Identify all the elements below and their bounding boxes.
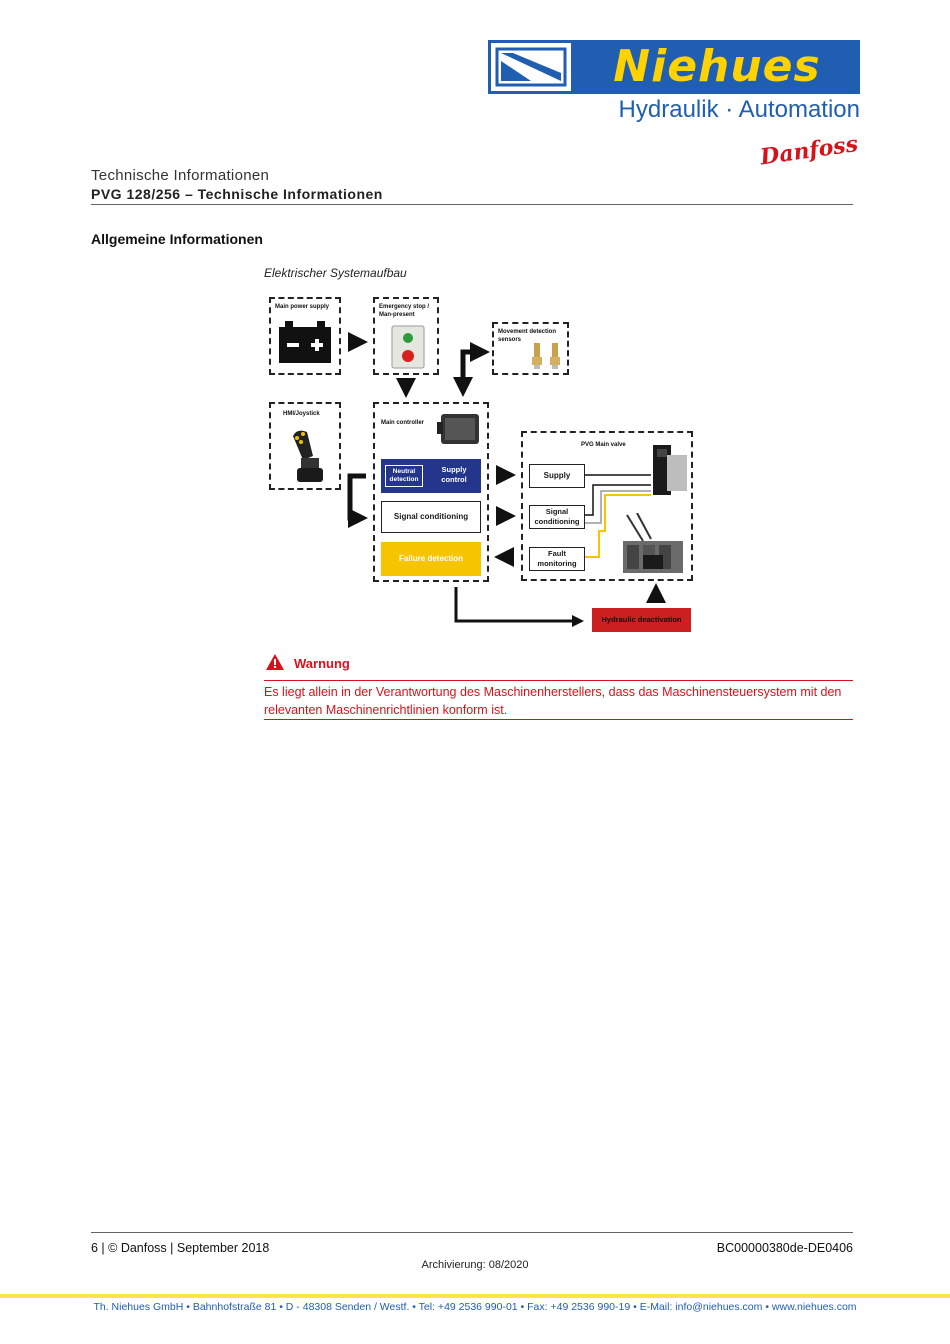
- footer-archive: Archivierung: 08/2020: [421, 1259, 529, 1271]
- fault-monitoring-block: Fault monitoring: [529, 547, 585, 571]
- niehues-emblem-icon: [491, 43, 571, 91]
- emergency-stop-label: Emergency stop / Man-present: [379, 304, 430, 318]
- section-title: Allgemeine Informationen: [91, 231, 263, 247]
- figure-caption: Elektrischer Systemaufbau: [264, 266, 407, 280]
- diagram-arrows: [260, 290, 700, 640]
- warning-top-line: [264, 680, 853, 681]
- logo-tagline: Hydraulik · Automation: [618, 96, 860, 123]
- logo-brand-name: Niehues: [613, 41, 821, 92]
- warning-text: Es liegt allein in der Verantwortung des Maschinenherstellers, dass das Maschinensteuersystem mit den relevanten Maschinenrichtlinien konform ist.: [264, 685, 842, 717]
- footer-yellow-bar: [0, 1294, 950, 1298]
- neutral-detection-block: Neutral detection: [385, 465, 423, 487]
- main-controller-label: Main controller: [381, 420, 425, 426]
- pvg-main-valve-label: PVG Main valve: [581, 442, 626, 448]
- footer-divider: [91, 1232, 853, 1233]
- doc-header-title: Technische Informationen: [91, 167, 270, 184]
- warning-title: Warnung: [294, 656, 350, 671]
- valve-signal-conditioning-block: Signal conditioning: [529, 505, 585, 529]
- joystick-label: HMI/Joystick: [283, 411, 320, 417]
- doc-header-subtitle: PVG 128/256 – Technische Informationen: [91, 186, 383, 202]
- warning-bottom-line: [264, 719, 853, 720]
- hydraulic-deactivation-block: Hydraulic deactivation: [592, 608, 691, 632]
- power-supply-label: Main power supply: [275, 304, 330, 310]
- supply-control-block: Supply control: [441, 465, 467, 484]
- failure-detection-block: Failure detection: [381, 542, 481, 576]
- danfoss-logo: Danfoss: [758, 130, 860, 171]
- footer-address: Th. Niehues GmbH • Bahnhofstraße 81 • D - 48308 Senden / Westf. • Tel: +49 2536 990-01 • Fax: +49 2536 990-19 • E-Mail: info@niehues.com • www.niehues.com: [93, 1301, 857, 1313]
- valve-supply-block: Supply: [529, 464, 585, 488]
- system-diagram: [260, 290, 700, 640]
- footer-doc-number: BC00000380de-DE0406: [716, 1241, 853, 1255]
- warning-icon: [266, 654, 284, 670]
- signal-conditioning-ctrl-block: Signal conditioning: [381, 501, 481, 533]
- header-divider: [91, 204, 853, 205]
- footer-page-info: 6 | © Danfoss | September 2018: [91, 1241, 270, 1255]
- movement-sensors-label: Movement detection sensors: [498, 329, 557, 343]
